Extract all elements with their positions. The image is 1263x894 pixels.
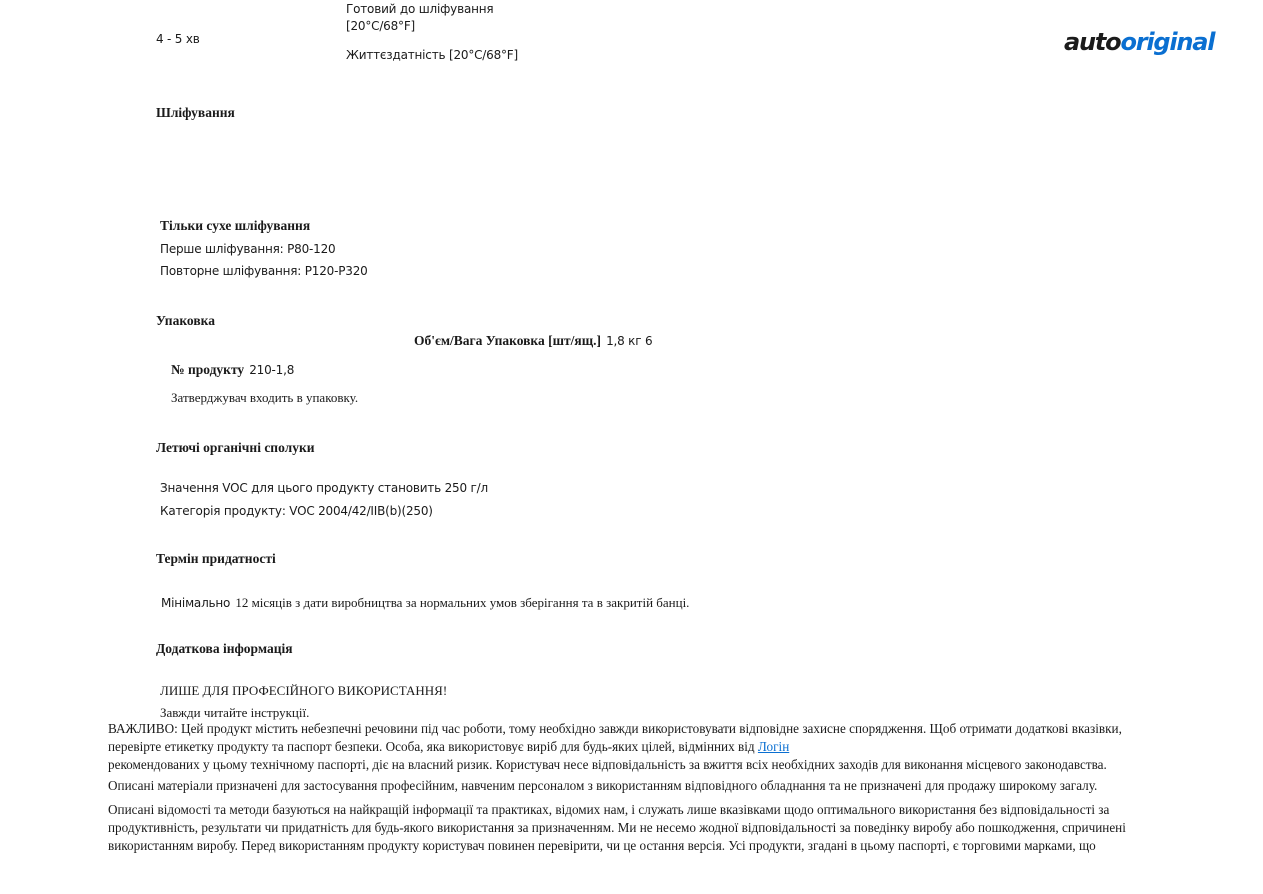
- product-number-value: 210-1,8: [249, 363, 295, 377]
- dry-sanding-only: Тільки сухе шліфування: [160, 218, 311, 233]
- legal-important-text: ВАЖЛИВО: Цей продукт містить небезпечні речовини під час роботи, тому необхідно завжди використовувати відповідне захисне спорядження. Щоб отримати додаткові вказівки, перевірте етикетку продукту та паспорт безпеки. Особа, яка використовує виріб для будь-яких цілей, відмінних від: [108, 721, 1122, 754]
- ready-sanding-temp: [20°C/68°F]: [346, 19, 416, 33]
- product-number-row: [171, 359, 294, 378]
- first-sanding: Перше шліфування: P80-120: [160, 242, 336, 256]
- packaging-volume-row: [414, 330, 652, 349]
- legal-important: [108, 720, 1168, 774]
- ready-sanding-label: Готовий до шліфування: [346, 2, 494, 16]
- volume-weight-value: 1,8 кг 6: [606, 334, 653, 348]
- packaging-heading: Упаковка: [156, 313, 215, 328]
- shelf-life-row: [161, 592, 689, 611]
- shelf-life-min: Мінімально: [161, 596, 231, 610]
- ready-sanding-time: 4 - 5 хв: [156, 32, 200, 46]
- additional-info-heading: Додаткова інформація: [156, 641, 293, 656]
- legal-professional-text: Описані матеріали призначені для застосування професійним, навченим персоналом з використанням відповідного обладнання та не призначені для продажу широкому загалу.: [108, 778, 1098, 793]
- legal-disclaimer-text: Описані відомості та методи базуються на найкращій інформації та практиках, відомих нам, і служать лише вказівками щодо оптимального використання без відповідальності за продуктивність, результати чи придатність для будь-якого використання за призначенням. Ми не несемо жодної відповідальності за поведінку виробу або пошкодження, спричинені використанням виробу. Перед використанням продукту користувач повинен перевірити, чи це остання версія. Усі продукти, згадані в цьому паспорті, є торговими марками, що: [108, 802, 1126, 853]
- product-number-label: № продукту: [171, 362, 245, 377]
- voc-value: Значення VOC для цього продукту становить 250 г/л: [160, 481, 488, 495]
- sanding-heading: Шліфування: [156, 105, 235, 120]
- autooriginal-logo: [1064, 30, 1214, 54]
- hardener-included: Затверджувач входить в упаковку.: [171, 390, 359, 405]
- shelf-life-text: 12 місяців з дати виробництва за нормальних умов зберігання та в закритій банці.: [235, 595, 690, 610]
- professional-use-only: ЛИШЕ ДЛЯ ПРОФЕСІЙНОГО ВИКОРИСТАННЯ!: [160, 683, 448, 698]
- login-link[interactable]: Логін: [757, 739, 790, 754]
- volume-weight-label: Об'єм/Вага Упаковка [шт/ящ.]: [414, 333, 601, 348]
- voc-heading: Летючі органічні сполуки: [156, 440, 315, 455]
- legal-important-text-2: рекомендованих у цьому технічному паспорті, діє на власний ризик. Користувач несе відповідальність за вжиття всіх необхідних заходів для виконання місцевого законодавства.: [108, 757, 1107, 772]
- shelf-life-heading: Термін придатності: [156, 551, 276, 566]
- legal-professional: [108, 777, 1168, 795]
- logo-part-auto: auto: [1064, 28, 1121, 56]
- potlife-label: Життєздатність [20°C/68°F]: [346, 48, 518, 62]
- legal-disclaimer: [108, 801, 1168, 855]
- repeat-sanding: Повторне шліфування: P120-P320: [160, 264, 368, 278]
- voc-category: Категорія продукту: VOC 2004/42/IIB(b)(250): [160, 504, 433, 518]
- read-instructions: Завжди читайте інструкції.: [160, 705, 310, 720]
- logo-part-original: original: [1120, 28, 1215, 56]
